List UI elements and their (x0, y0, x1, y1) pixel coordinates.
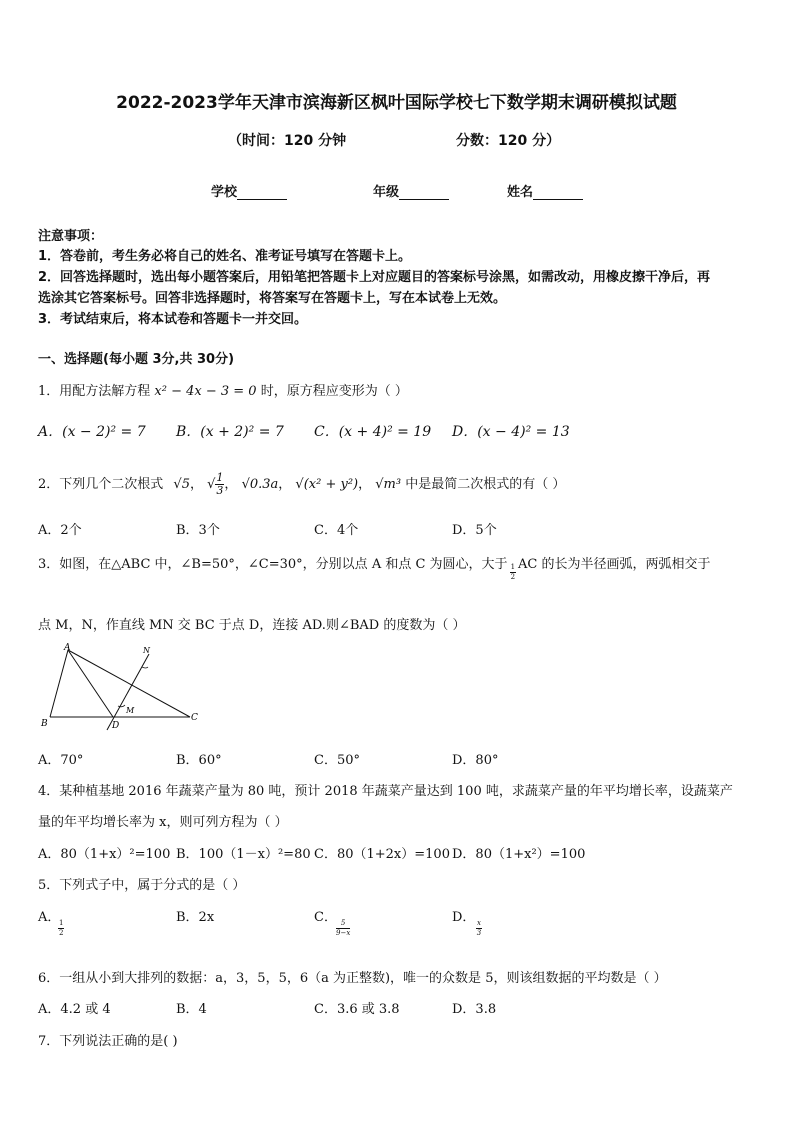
question-3-line-1 (38, 553, 711, 581)
grade-blank (399, 185, 449, 200)
q5-c-den: 9−x (336, 929, 351, 937)
label-d: D (112, 721, 120, 731)
q2-radical-4: √(x² + y²) (295, 477, 359, 492)
q3-option-a: A．70° (38, 753, 84, 768)
notice-item-2a: 2．回答选择题时，选出每小题答案后，用铅笔把答题卡上对应题目的答案标号涂黑，如需改动，用橡皮擦干净后，再 (38, 270, 711, 285)
q5-a-num: 1 (59, 919, 64, 927)
q3-option-d: D．80° (452, 753, 499, 768)
q3-option-c: C．50° (314, 753, 360, 768)
q5-option-a-label: A． (38, 910, 61, 925)
arc-n (142, 667, 148, 668)
label-m: M (126, 706, 135, 715)
q5-c-num: 5 (336, 919, 350, 929)
q5-d-num: x (477, 919, 481, 927)
q1-stem-a: 1．用配方法解方程 (38, 384, 151, 399)
triangle-figure (38, 640, 208, 735)
q4-option-d: D．80（1+x²）=100 (452, 847, 586, 862)
label-n: N (143, 646, 150, 655)
q2-stem-a: 2．下列几个二次根式 (38, 477, 164, 492)
q5-option-c-fraction (336, 918, 350, 938)
side-ab (50, 650, 68, 717)
line-mn (107, 654, 149, 730)
q2-radical-2-den: 3 (216, 484, 224, 497)
q5-option-b: B．2x (176, 910, 215, 925)
section-heading: 一、选择题(每小题 3分,共 30分) (38, 352, 235, 367)
question-2-stem: 2．下列几个二次根式 √5， √ $\frac{1}{3}$ ， √0.3a， √(x² + y²)， √m³ 中是最简二次根式的有（ ） (38, 471, 566, 497)
label-c: C (191, 713, 198, 723)
arc-m (118, 705, 125, 707)
q2-radical-2: √ $\frac{1}{3}$ (207, 471, 224, 497)
q2-option-b: B．3个 (176, 523, 220, 538)
question-6-stem: 6．一组从小到大排列的数据：a，3，5，5，6（a 为正整数)，唯一的众数是 5，则该组数据的平均数是（ ） (38, 971, 667, 986)
label-b: B (41, 719, 48, 729)
q3-line1b: AC 的长为半径画弧，两弧相交于 (518, 557, 711, 572)
question-4-line-2: 量的年平均增长率为 x，则可列方程为（ ） (38, 815, 288, 830)
q1-stem-b: 时，原方程应变形为（ ） (260, 384, 408, 399)
q2-option-d: D．5个 (452, 523, 497, 538)
q6-option-c: C．3.6 或 3.8 (314, 1002, 400, 1017)
q2-option-a: A．2个 (38, 523, 82, 538)
q5-option-d-fraction (476, 918, 482, 938)
exam-score: 分数：120 分） (456, 133, 561, 149)
q1-option-b: B．(x + 2)² = 7 (176, 424, 284, 440)
q5-a-den: 2 (59, 929, 64, 937)
q1-equation: x² − 4x − 3 = 0 (154, 384, 257, 399)
q3-line1a: 3．如图，在△ABC 中，∠B=50°，∠C=30°，分别以点 A 和点 C 为圆心，大于 (38, 557, 508, 572)
label-a: A (64, 643, 71, 653)
grade-label: 年级 (373, 185, 400, 200)
q3-option-b: B．60° (176, 753, 222, 768)
exam-time: （时间：120 分钟 (228, 133, 347, 149)
name-blank (533, 185, 583, 200)
q3-frac-den: 2 (510, 573, 516, 581)
q2-stem-b: 中是最简二次根式的有（ ） (405, 477, 566, 492)
q1-option-d: D．(x − 4)² = 13 (452, 424, 570, 440)
q4-option-b: B．100（1－x）²=80 (176, 847, 311, 862)
q4-option-c: C．80（1+2x）=100 (314, 847, 450, 862)
q4-option-a: A．80（1+x）²=100 (38, 847, 171, 862)
school-label: 学校 (211, 185, 238, 200)
segment-ad (68, 650, 113, 717)
q6-option-d: D．3.8 (452, 1002, 497, 1017)
q1-option-c: C．(x + 4)² = 19 (314, 424, 432, 440)
notice-item-1: 1．答卷前，考生务必将自己的姓名、准考证号填写在答题卡上。 (38, 249, 412, 264)
q5-option-d (452, 906, 475, 925)
q5-option-d-label: D． (452, 910, 476, 925)
question-5-stem: 5．下列式子中，属于分式的是（ ） (38, 878, 246, 893)
q5-option-c (314, 906, 337, 925)
q2-option-c: C．4个 (314, 523, 359, 538)
name-field (507, 181, 583, 200)
q6-option-b: B．4 (176, 1002, 207, 1017)
name-label: 姓名 (507, 185, 534, 200)
q1-option-a: A．(x − 2)² = 7 (38, 424, 146, 440)
notice-item-2b: 选涂其它答案标号。回答非选择题时，将答案写在答题卡上，写在本试卷上无效。 (38, 291, 507, 306)
question-7-stem: 7．下列说法正确的是( ) (38, 1034, 178, 1049)
q5-option-a-fraction (58, 918, 64, 938)
q2-radical-5: √m³ (375, 477, 402, 492)
question-3-line-2: 点 M，N，作直线 MN 交 BC 于点 D，连接 AD.则∠BAD 的度数为（ ） (38, 618, 466, 633)
notice-item-3: 3．考试结束后，将本试卷和答题卡一并交回。 (38, 312, 308, 327)
q5-option-c-label: C． (314, 910, 337, 925)
q3-frac-num: 1 (510, 563, 516, 571)
q6-option-a: A．4.2 或 4 (38, 1002, 111, 1017)
question-1-stem (38, 380, 408, 399)
q2-radical-1: √5 (173, 477, 190, 492)
q2-radical-3: √0.3a (241, 477, 279, 492)
q2-radical-2-num: 1 (216, 471, 224, 484)
notice-heading: 注意事项： (38, 229, 104, 244)
page-title: 2022-2023学年天津市滨海新区枫叶国际学校七下数学期末调研模拟试题 (116, 93, 677, 113)
q5-d-den: 3 (476, 929, 482, 937)
school-blank (237, 185, 287, 200)
grade-field (373, 181, 449, 200)
question-4-line-1: 4．某种植基地 2016 年蔬菜产量为 80 吨，预计 2018 年蔬菜产量达到 100 吨，求蔬菜产量的年平均增长率，设蔬菜产 (38, 784, 733, 799)
school-field (211, 181, 287, 200)
